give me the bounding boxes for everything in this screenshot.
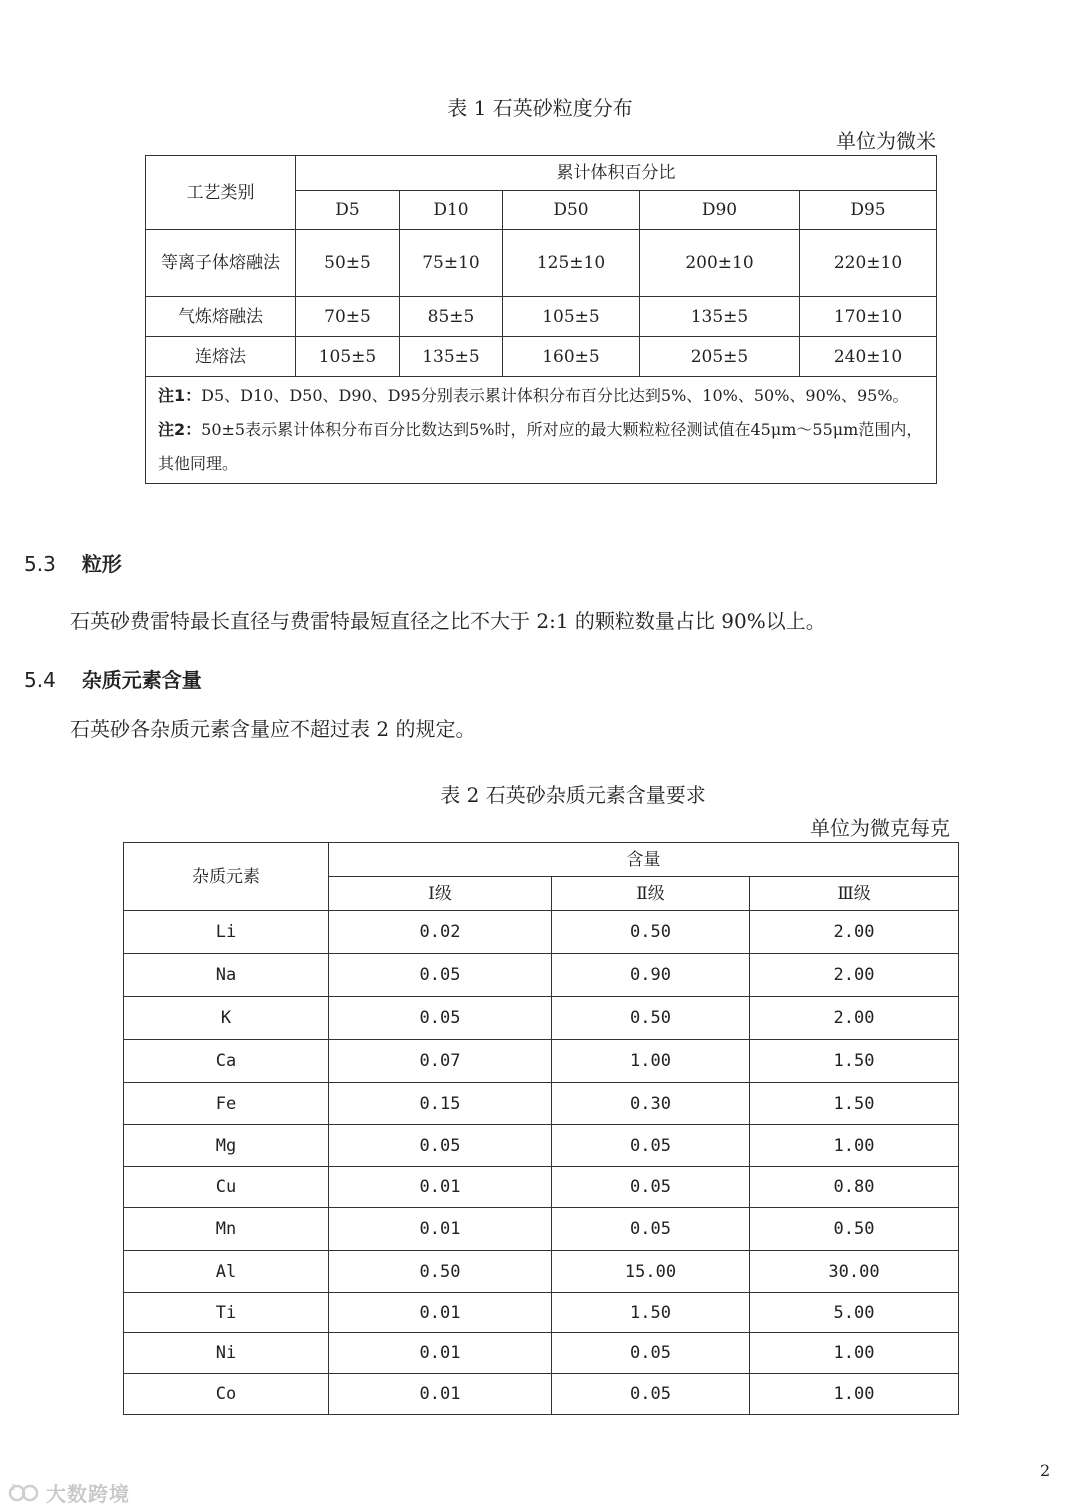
page-number: 2 (1040, 1461, 1051, 1480)
element-name: Fe (124, 1083, 329, 1125)
table-cell: 15.00 (552, 1251, 750, 1293)
table-cell: 0.05 (552, 1125, 750, 1167)
table-row (124, 1040, 959, 1083)
table-cell: 70±5 (296, 297, 400, 337)
note-2-text: 50±5表示累计体积分布百分比数达到5%时，所对应的最大颗粒粒径测试值在45μm～55μm范围内，其他同理。 (158, 420, 923, 473)
table-notes (146, 377, 937, 484)
section-number: 5.4 (24, 668, 56, 692)
table-row (124, 911, 959, 954)
element-name: Mn (124, 1208, 329, 1251)
table-row (124, 1167, 959, 1208)
table-cell: 1.50 (750, 1083, 959, 1125)
table-row (124, 1208, 959, 1251)
section-title: 杂质元素含量 (81, 668, 202, 692)
header-content: 含量 (329, 843, 959, 877)
table-cell: 0.05 (552, 1333, 750, 1374)
table-cell: 105±5 (296, 337, 400, 377)
table1-unit: 单位为微米 (836, 129, 936, 153)
table-cell: 0.05 (552, 1208, 750, 1251)
table-cell: 75±10 (400, 230, 503, 297)
table-cell: 1.00 (750, 1125, 959, 1167)
table-row (124, 1125, 959, 1167)
section-5-3-heading (24, 548, 122, 577)
table-cell: 30.00 (750, 1251, 959, 1293)
table-cell: 2.00 (750, 911, 959, 954)
table-cell: 0.30 (552, 1083, 750, 1125)
table-row (146, 337, 937, 377)
table-cell: 200±10 (640, 230, 800, 297)
table-cell: 0.01 (329, 1374, 552, 1415)
table-cell: 1.00 (750, 1374, 959, 1415)
element-name: Li (124, 911, 329, 954)
table1-caption: 表 1 石英砂粒度分布 (447, 96, 633, 120)
table-cell: 0.05 (552, 1374, 750, 1415)
table-row (146, 297, 937, 337)
header-d90: D90 (640, 191, 800, 230)
table-cell: 0.05 (329, 1125, 552, 1167)
header-grade-2: Ⅱ级 (552, 877, 750, 911)
table-cell: 160±5 (503, 337, 640, 377)
table-cell: 135±5 (640, 297, 800, 337)
table-cell: 1.00 (552, 1040, 750, 1083)
table-notes-row (146, 377, 937, 484)
table-cell: 0.50 (329, 1251, 552, 1293)
table-row (124, 1251, 959, 1293)
section-number: 5.3 (24, 552, 56, 576)
note-1 (158, 379, 926, 413)
table-cell: 170±10 (800, 297, 937, 337)
watermark-text: 大数跨境 (46, 1482, 130, 1506)
table-cell: 0.05 (329, 997, 552, 1040)
table-cell: 125±10 (503, 230, 640, 297)
process-name: 连熔法 (146, 337, 296, 377)
process-name: 气炼熔融法 (146, 297, 296, 337)
table-cell: 5.00 (750, 1293, 959, 1333)
table-cell: 1.00 (750, 1333, 959, 1374)
element-name: K (124, 997, 329, 1040)
element-name: Al (124, 1251, 329, 1293)
particle-size-table (145, 155, 937, 484)
impurity-table (123, 842, 959, 1415)
section-5-4-heading (24, 664, 202, 693)
header-d50: D50 (503, 191, 640, 230)
header-grade-1: Ⅰ级 (329, 877, 552, 911)
note-1-label: 注1： (158, 386, 202, 405)
table-cell: 0.15 (329, 1083, 552, 1125)
table-row (124, 997, 959, 1040)
table2-caption: 表 2 石英砂杂质元素含量要求 (440, 783, 706, 807)
header-d5: D5 (296, 191, 400, 230)
header-process-type: 工艺类别 (146, 156, 296, 230)
note-2 (158, 413, 926, 481)
table-row (124, 1374, 959, 1415)
table-cell: 0.07 (329, 1040, 552, 1083)
table-row (124, 1083, 959, 1125)
table-cell: 0.01 (329, 1333, 552, 1374)
table-row (124, 1333, 959, 1374)
table-cell: 0.80 (750, 1167, 959, 1208)
table-cell: 1.50 (750, 1040, 959, 1083)
note-1-text: D5、D10、D50、D90、D95分别表示累计体积分布百分比达到5%、10%、50%、90%、95%。 (201, 386, 909, 405)
table-cell: 0.02 (329, 911, 552, 954)
table-cell: 135±5 (400, 337, 503, 377)
element-name: Ni (124, 1333, 329, 1374)
table-cell: 2.00 (750, 954, 959, 997)
element-name: Cu (124, 1167, 329, 1208)
table-cell: 1.50 (552, 1293, 750, 1333)
header-impurity-element: 杂质元素 (124, 843, 329, 911)
header-grade-3: Ⅲ级 (750, 877, 959, 911)
watermark-logo-icon (8, 1481, 42, 1505)
element-name: Na (124, 954, 329, 997)
header-d95: D95 (800, 191, 937, 230)
table-cell: 0.50 (552, 911, 750, 954)
header-d10: D10 (400, 191, 503, 230)
table-cell: 0.01 (329, 1167, 552, 1208)
header-cumulative-volume: 累计体积百分比 (296, 156, 937, 191)
table-cell: 0.01 (329, 1208, 552, 1251)
note-2-label: 注2： (158, 420, 202, 439)
watermark (8, 1478, 130, 1507)
section-5-4-text: 石英砂各杂质元素含量应不超过表 2 的规定。 (70, 717, 476, 741)
section-title: 粒形 (81, 552, 122, 576)
table2-unit: 单位为微克每克 (810, 816, 950, 840)
table-cell: 205±5 (640, 337, 800, 377)
table-row (146, 230, 937, 297)
table-row (124, 954, 959, 997)
element-name: Co (124, 1374, 329, 1415)
table-cell: 0.50 (552, 997, 750, 1040)
table-cell: 0.05 (552, 1167, 750, 1208)
table-cell: 0.05 (329, 954, 552, 997)
element-name: Mg (124, 1125, 329, 1167)
table-cell: 0.90 (552, 954, 750, 997)
table-cell: 0.50 (750, 1208, 959, 1251)
element-name: Ca (124, 1040, 329, 1083)
table-cell: 50±5 (296, 230, 400, 297)
table-row (124, 1293, 959, 1333)
table-cell: 0.01 (329, 1293, 552, 1333)
svg-text:1: 1 (11, 1482, 17, 1492)
element-name: Ti (124, 1293, 329, 1333)
section-5-3-text: 石英砂费雷特最长直径与费雷特最短直径之比不大于 2:1 的颗粒数量占比 90%以上。 (70, 609, 826, 633)
process-name: 等离子体熔融法 (146, 230, 296, 297)
table-cell: 2.00 (750, 997, 959, 1040)
table-cell: 85±5 (400, 297, 503, 337)
table-cell: 240±10 (800, 337, 937, 377)
table-cell: 105±5 (503, 297, 640, 337)
table-cell: 220±10 (800, 230, 937, 297)
